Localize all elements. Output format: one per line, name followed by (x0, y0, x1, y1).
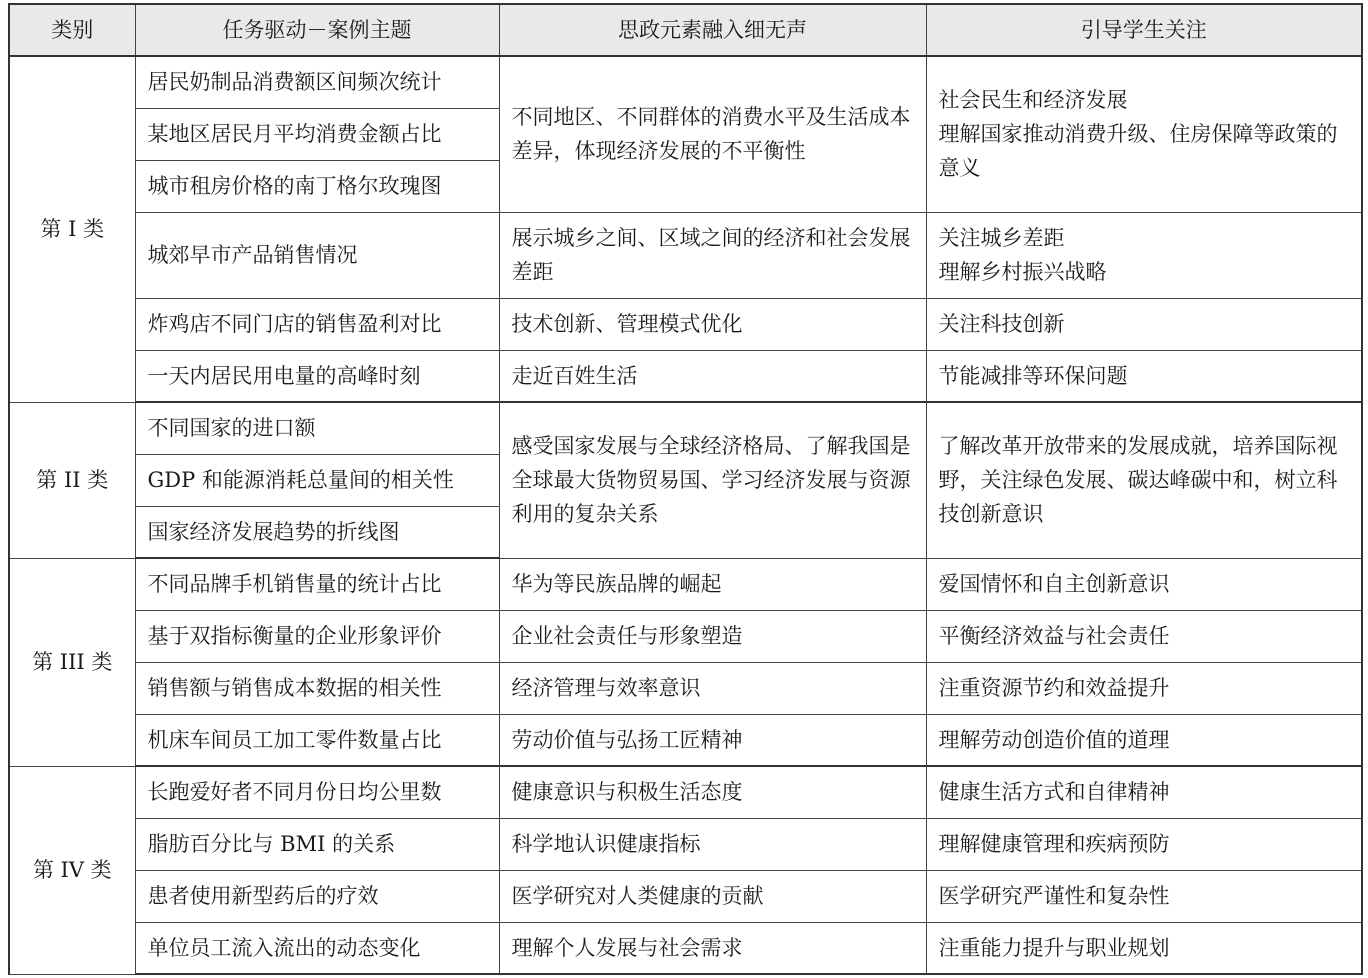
topic-cell: 城郊早市产品销售情况 (135, 212, 499, 298)
topic-cell: 机床车间员工加工零件数量占比 (135, 714, 499, 766)
table-row (9, 610, 1362, 662)
category-cell: 第 IV 类 (9, 766, 135, 974)
element-cell: 健康意识与积极生活态度 (499, 766, 926, 818)
table-row (9, 402, 1362, 454)
focus-cell: 节能减排等环保问题 (926, 350, 1362, 402)
table-row (9, 766, 1362, 818)
focus-cell: 理解劳动创造价值的道理 (926, 714, 1362, 766)
table-row (9, 298, 1362, 350)
topic-cell: 国家经济发展趋势的折线图 (135, 506, 499, 558)
table-row (9, 56, 1362, 108)
element-cell: 走近百姓生活 (499, 350, 926, 402)
element-cell: 劳动价值与弘扬工匠精神 (499, 714, 926, 766)
topic-cell: 患者使用新型药后的疗效 (135, 870, 499, 922)
focus-cell: 理解健康管理和疾病预防 (926, 818, 1362, 870)
element-cell: 企业社会责任与形象塑造 (499, 610, 926, 662)
focus-line: 社会民生和经济发展 (938, 88, 1128, 113)
element-cell: 理解个人发展与社会需求 (499, 922, 926, 974)
category-cell: 第 II 类 (9, 402, 135, 558)
element-cell: 展示城乡之间、区域之间的经济和社会发展差距 (499, 212, 926, 298)
focus-line: 关注城乡差距 (938, 226, 1065, 250)
element-cell: 技术创新、管理模式优化 (499, 298, 926, 350)
header-topic: 任务驱动－案例主题 (135, 4, 499, 56)
focus-cell (926, 212, 1362, 298)
topic-cell: 城市租房价格的南丁格尔玫瑰图 (135, 160, 499, 212)
element-cell: 不同地区、不同群体的消费水平及生活成本差异，体现经济发展的不平衡性 (499, 56, 926, 212)
focus-cell: 医学研究严谨性和复杂性 (926, 870, 1362, 922)
topic-cell: 销售额与销售成本数据的相关性 (135, 662, 499, 714)
topic-cell: 脂肪百分比与 BMI 的关系 (135, 818, 499, 870)
table-row (9, 870, 1362, 922)
focus-cell: 注重资源节约和效益提升 (926, 662, 1362, 714)
table-row (9, 212, 1362, 298)
element-cell: 医学研究对人类健康的贡献 (499, 870, 926, 922)
category-cell: 第 I 类 (9, 56, 135, 402)
focus-cell: 爱国情怀和自主创新意识 (926, 558, 1362, 610)
topic-cell: 不同国家的进口额 (135, 402, 499, 454)
table-row (9, 350, 1362, 402)
element-cell: 科学地认识健康指标 (499, 818, 926, 870)
element-cell: 华为等民族品牌的崛起 (499, 558, 926, 610)
focus-cell: 健康生活方式和自律精神 (926, 766, 1362, 818)
focus-line: 理解国家推动消费升级、住房保障等政策的意义 (938, 122, 1338, 181)
topic-cell: 单位员工流入流出的动态变化 (135, 922, 499, 974)
focus-cell (926, 56, 1362, 212)
topic-cell: GDP 和能源消耗总量间的相关性 (135, 454, 499, 506)
element-cell: 感受国家发展与全球经济格局、了解我国是全球最大货物贸易国、学习经济发展与资源利用的复杂关系 (499, 402, 926, 558)
topic-cell: 基于双指标衡量的企业形象评价 (135, 610, 499, 662)
focus-cell: 注重能力提升与职业规划 (926, 922, 1362, 974)
topic-cell: 不同品牌手机销售量的统计占比 (135, 558, 499, 610)
table-row (9, 818, 1362, 870)
focus-cell: 平衡经济效益与社会责任 (926, 610, 1362, 662)
element-cell: 经济管理与效率意识 (499, 662, 926, 714)
focus-cell: 了解改革开放带来的发展成就，培养国际视野，关注绿色发展、碳达峰碳中和，树立科技创新意识 (926, 402, 1362, 558)
topic-cell: 居民奶制品消费额区间频次统计 (135, 56, 499, 108)
header-category: 类别 (9, 4, 135, 56)
table-row (9, 922, 1362, 974)
header-element: 思政元素融入细无声 (499, 4, 926, 56)
header-focus: 引导学生关注 (926, 4, 1362, 56)
topic-cell: 炸鸡店不同门店的销售盈利对比 (135, 298, 499, 350)
topic-cell: 某地区居民月平均消费金额占比 (135, 108, 499, 160)
ideology-case-table (8, 3, 1363, 975)
category-cell: 第 III 类 (9, 558, 135, 766)
topic-cell: 一天内居民用电量的高峰时刻 (135, 350, 499, 402)
focus-line: 理解乡村振兴战略 (938, 260, 1107, 284)
table-row (9, 662, 1362, 714)
header-row (9, 4, 1362, 56)
table-row (9, 558, 1362, 610)
table-row (9, 714, 1362, 766)
focus-cell: 关注科技创新 (926, 298, 1362, 350)
topic-cell: 长跑爱好者不同月份日均公里数 (135, 766, 499, 818)
